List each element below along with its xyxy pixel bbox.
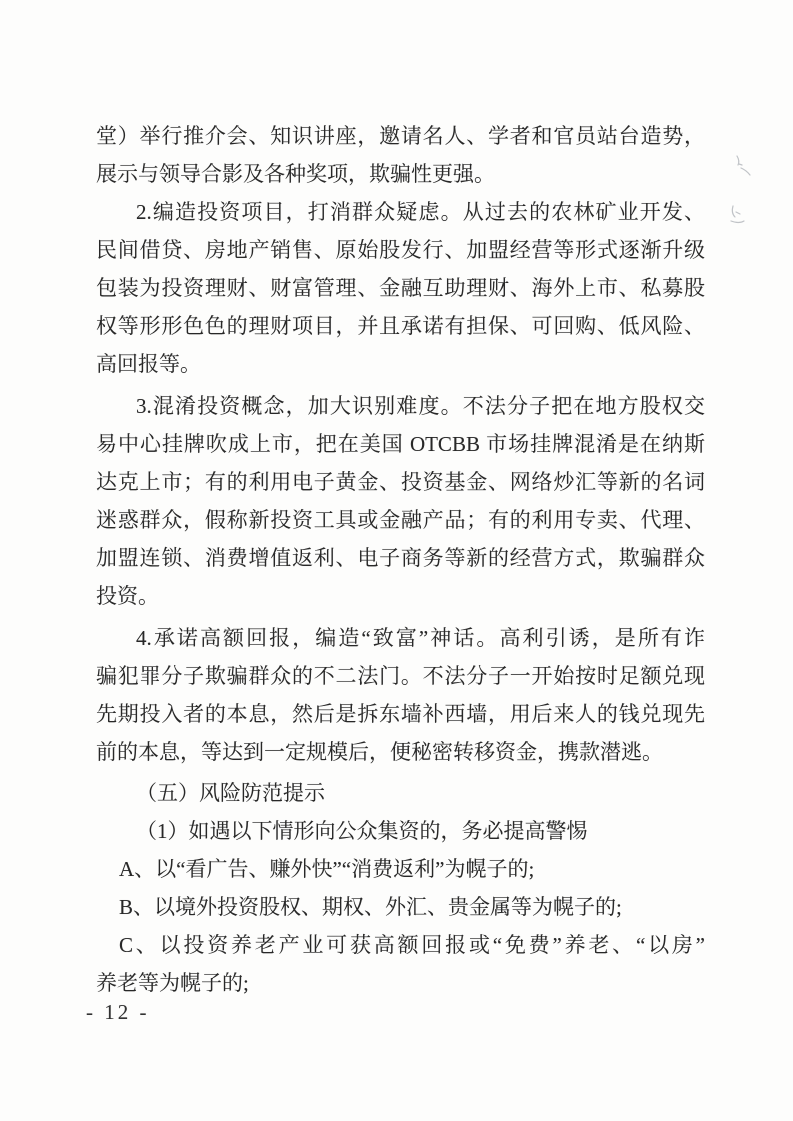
text-line: 权等形形色色的理财项目，并且承诺有担保、可回购、低风险、 [96,314,705,338]
text-line: 前的本息，等达到一定规模后，便秘密转移资金，携款潜逃。 [96,740,663,764]
text-line: 加盟连锁、消费增值返利、电子商务等新的经营方式，欺骗群众 [96,546,705,570]
text-line: 养老等为幌子的; [96,971,249,995]
text-line: 迷惑群众，假称新投资工具或金融产品；有的利用专卖、代理、 [96,508,705,532]
text-line: 展示与领导合影及各种奖项，欺骗性更强。 [96,162,495,186]
page-number: - 12 - [86,1000,150,1024]
text-line: 包装为投资理财、财富管理、金融互助理财、海外上市、私募股 [96,276,705,300]
text-line: 3.混淆投资概念，加大识别难度。不法分子把在地方股权交 [136,394,705,418]
list-item: A、以“看广告、赚外快”“消费返利”为幌子的; [119,857,535,881]
text-line: 易中心挂牌吹成上市，把在美国 OTCBB 市场挂牌混淆是在纳斯 [96,432,705,456]
text-line: 4.承诺高额回报，编造“致富”神话。高利引诱，是所有诈 [136,626,705,650]
scan-artifact-smudge-1 [730,152,756,186]
subsection-heading: （1）如遇以下情形向公众集资的，务必提高警惕 [136,819,588,843]
text-line: 先期投入者的本息，然后是拆东墙补西墙，用后来人的钱兑现先 [96,702,705,726]
text-line: 民间借贷、房地产销售、原始股发行、加盟经营等形式逐渐升级 [96,238,705,262]
text-line: 2.编造投资项目，打消群众疑虑。从过去的农林矿业开发、 [136,200,705,224]
text-line: 堂）举行推介会、知识讲座，邀请名人、学者和官员站台造势， [96,124,705,148]
text-line: 骗犯罪分子欺骗群众的不二法门。不法分子一开始按时足额兑现 [96,664,705,688]
text-line: 投资。 [96,584,159,608]
text-line: 达克上市；有的利用电子黄金、投资基金、网络炒汇等新的名词 [96,470,705,494]
list-item: C、以投资养老产业可获高额回报或“免费”养老、“以房” [119,933,705,957]
text-line: 高回报等。 [96,352,201,376]
list-item: B、以境外投资股权、期权、外汇、贵金属等为幌子的; [119,895,622,919]
section-heading: （五）风险防范提示 [136,781,325,805]
scan-artifact-smudge-2 [724,200,752,230]
text-block [96,117,705,1002]
